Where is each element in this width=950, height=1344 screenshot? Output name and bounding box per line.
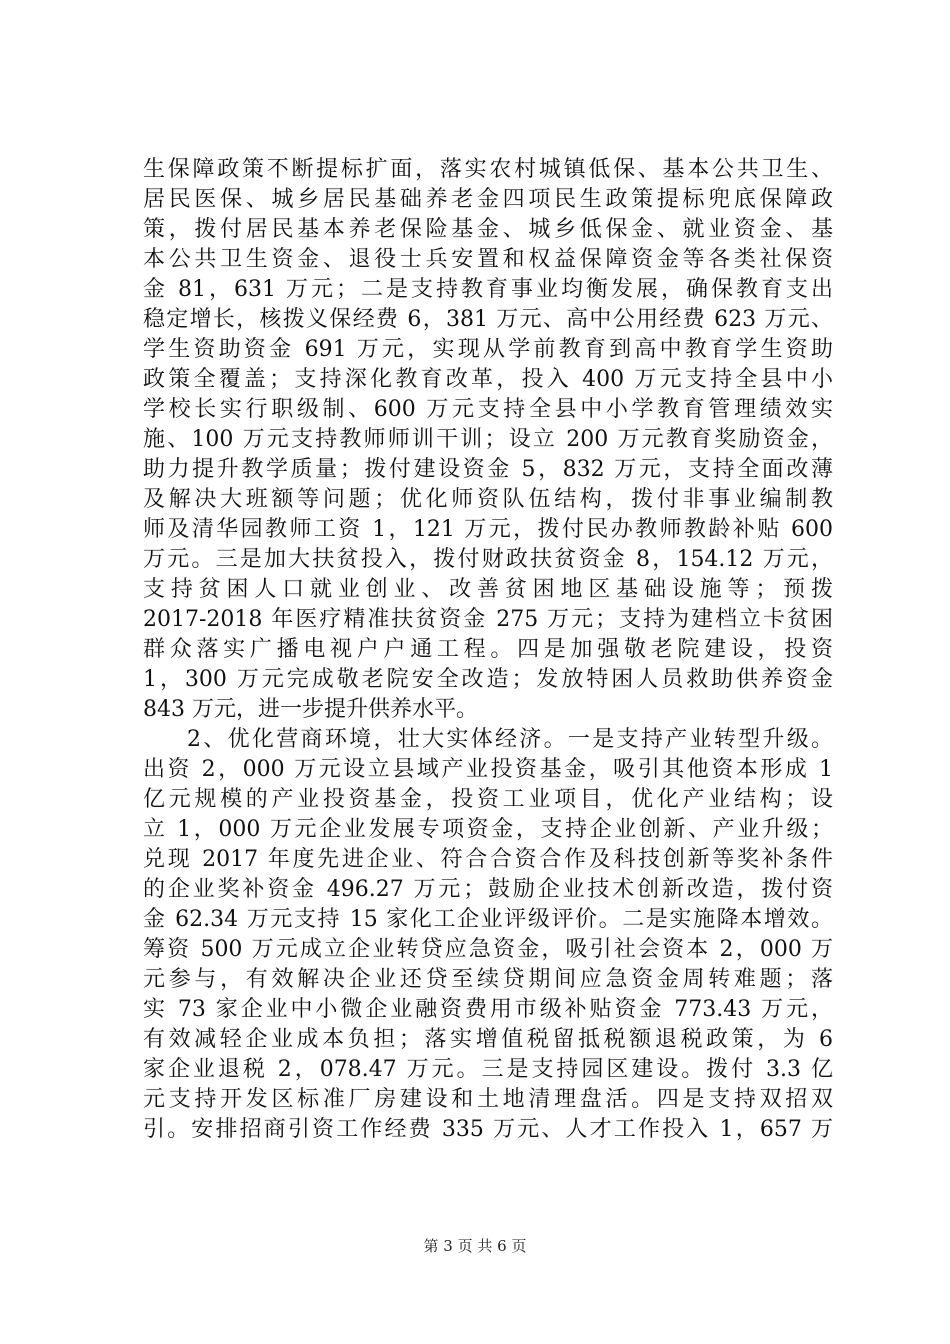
text-line: 兑现 2017 年度先进企业、符合合资合作及科技创新等奖补条件 [143, 847, 833, 872]
text-line: 师及清华园教师工资 1，121 万元，拨付民办教师教龄补贴 600 [143, 517, 833, 542]
text-line: 立 1，000 万元企业发展专项资金，支持企业创新、产业升级； [143, 817, 833, 842]
text-line: 稳定增长，核拨义保经费 6，381 万元、高中公用经费 623 万元、 [143, 307, 833, 332]
text-line: 支持贫困人口就业创业、改善贫困地区基础设施等；预拨 [143, 577, 833, 602]
text-line: 元参与，有效解决企业还贷至续贷期间应急资金周转难题；落 [143, 967, 833, 992]
text-line: 群众落实广播电视户户通工程。四是加强敬老院建设，投资 [143, 637, 833, 662]
text-line: 亿元规模的产业投资基金，投资工业项目，优化产业结构；设 [143, 787, 833, 812]
text-line: 施、100 万元支持教师师训干训；设立 200 万元教育奖励资金， [143, 427, 833, 452]
paragraph [143, 725, 833, 1145]
text-line: 1，300 万元完成敬老院安全改造；发放特困人员救助供养资金 [143, 667, 833, 692]
text-line: 的企业奖补资金 496.27 万元；鼓励企业技术创新改造，拨付资 [143, 877, 833, 902]
text-line: 筹资 500 万元成立企业转贷应急资金，吸引社会资本 2，000 万 [143, 937, 833, 962]
text-line: 引。安排招商引资工作经费 335 万元、人才工作投入 1，657 万 [143, 1117, 833, 1142]
text-line: 有效减轻企业成本负担；落实增值税留抵税额退税政策，为 6 [143, 1027, 833, 1052]
text-line: 及解决大班额等问题；优化师资队伍结构，拨付非事业编制教 [143, 487, 833, 512]
text-line: 策，拨付居民基本养老保险基金、城乡低保金、就业资金、基 [143, 217, 833, 242]
text-line: 万元。三是加大扶贫投入，拨付财政扶贫资金 8，154.12 万元， [143, 547, 833, 572]
text-line: 助力提升教学质量；拨付建设资金 5，832 万元，支持全面改薄 [143, 457, 833, 482]
page-footer: 第 3 页 共 6 页 [423, 1237, 527, 1255]
text-line: 金 81，631 万元；二是支持教育事业均衡发展，确保教育支出 [143, 277, 833, 302]
paragraph [143, 155, 833, 725]
text-line: 本公共卫生资金、退役士兵安置和权益保障资金等各类社保资 [143, 247, 833, 272]
text-line: 元支持开发区标准厂房建设和土地清理盘活。四是支持双招双 [143, 1087, 833, 1112]
text-line: 学校长实行职级制、600 万元支持全县中小学教育管理绩效实 [143, 397, 833, 422]
text-line: 2、优化营商环境，壮大实体经济。一是支持产业转型升级。 [187, 727, 833, 752]
text-line: 实 73 家企业中小微企业融资费用市级补贴资金 773.43 万元， [143, 997, 833, 1022]
text-line: 金 62.34 万元支持 15 家化工企业评级评价。二是实施降本增效。 [143, 907, 833, 932]
text-line: 家企业退税 2，078.47 万元。三是支持园区建设。拨付 3.3 亿 [143, 1057, 833, 1082]
text-line: 生保障政策不断提标扩面，落实农村城镇低保、基本公共卫生、 [143, 157, 833, 182]
text-line: 843 万元，进一步提升供养水平。 [143, 697, 478, 722]
text-line: 2017-2018 年医疗精准扶贫资金 275 万元；支持为建档立卡贫困 [143, 607, 833, 632]
text-line: 出资 2，000 万元设立县域产业投资基金，吸引其他资本形成 1 [143, 757, 833, 782]
text-line: 学生资助资金 691 万元，实现从学前教育到高中教育学生资助 [143, 337, 833, 362]
text-line: 政策全覆盖；支持深化教育改革，投入 400 万元支持全县中小 [143, 367, 833, 392]
body-text [143, 155, 833, 1145]
text-line: 居民医保、城乡居民基础养老金四项民生政策提标兜底保障政 [143, 187, 833, 212]
